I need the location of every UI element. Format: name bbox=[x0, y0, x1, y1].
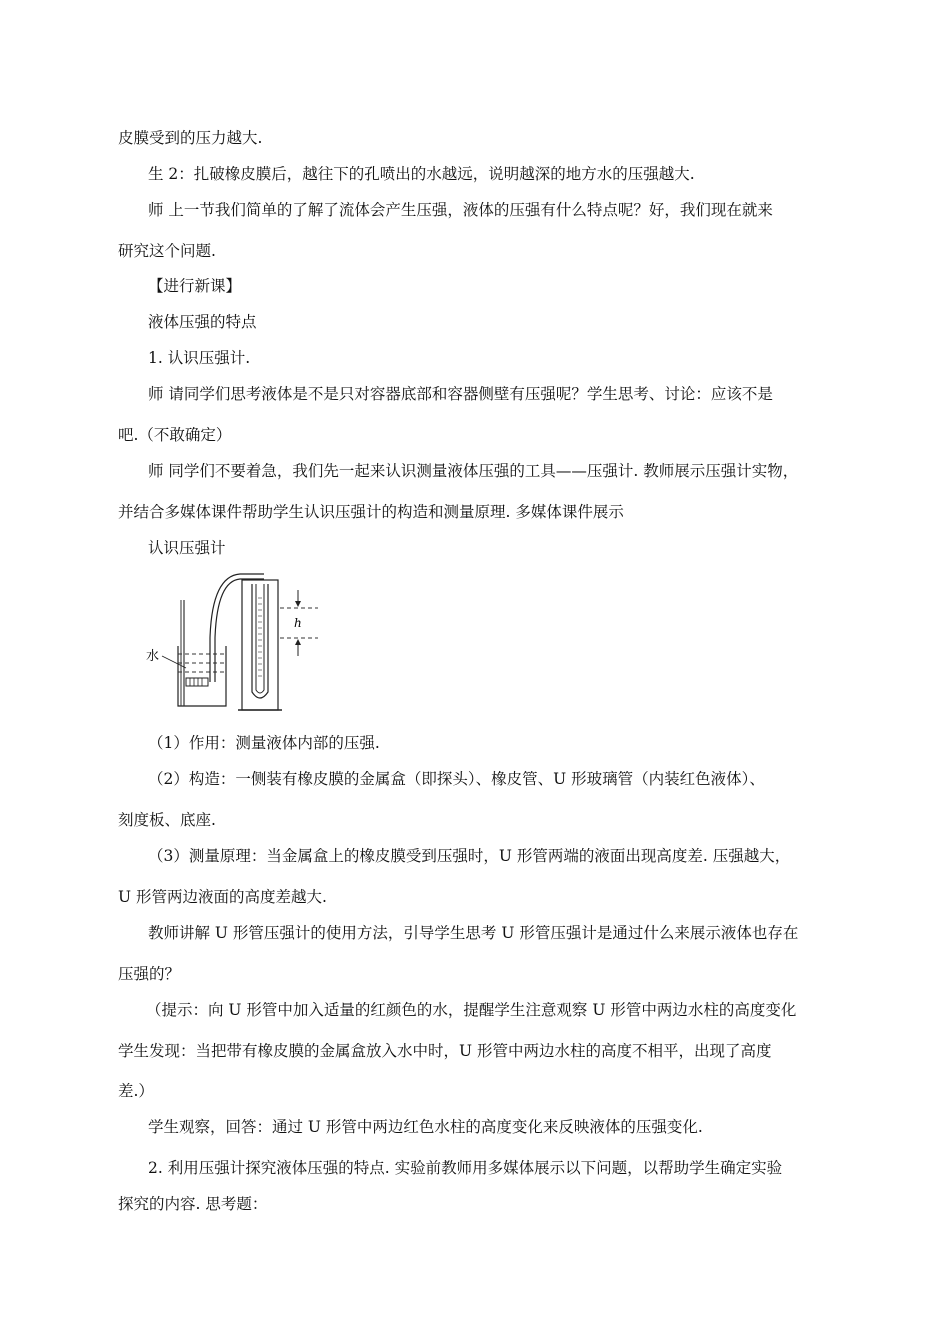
water-label: 水 bbox=[146, 649, 160, 664]
text-line: 2. 利用压强计探究液体压强的特点. 实验前教师用多媒体展示以下问题，以帮助学生确定实验 bbox=[148, 1159, 783, 1177]
text-line: 并结合多媒体课件帮助学生认识压强计的构造和测量原理. 多媒体课件展示 bbox=[118, 503, 624, 521]
text-line: 学生观察，回答：通过 U 形管中两边红色水柱的高度变化来反映液体的压强变化. bbox=[148, 1118, 703, 1136]
height-diff-label: h bbox=[294, 616, 302, 630]
scale-ticks bbox=[258, 598, 262, 676]
text-line: （提示：向 U 形管中加入适量的红颜色的水，提醒学生注意观察 U 形管中两边水柱的高度变化 bbox=[146, 1001, 797, 1019]
subheading: 液体压强的特点 bbox=[148, 313, 257, 331]
text-line: （3）测量原理：当金属盒上的橡皮膜受到压强时，U 形管两端的液面出现高度差. 压强越大， bbox=[148, 847, 791, 865]
metal-probe-box bbox=[186, 678, 208, 686]
item-heading: 1. 认识压强计. bbox=[148, 349, 251, 367]
beaker-outline bbox=[178, 646, 226, 706]
u-tube-glass bbox=[252, 584, 268, 698]
text-line: 师 同学们不要着急，我们先一起来认识测量液体压强的工具——压强计. 教师展示压强计实物， bbox=[148, 462, 799, 480]
text-line: 刻度板、底座. bbox=[118, 811, 216, 829]
scale-board bbox=[242, 580, 278, 710]
water-label-pointer bbox=[162, 656, 186, 668]
text-line: 教师讲解 U 形管压强计的使用方法，引导学生思考 U 形管压强计是通过什么来展示液体也存在 bbox=[148, 924, 799, 942]
text-line: U 形管两边液面的高度差越大. bbox=[118, 888, 327, 906]
text-line: 师 上一节我们简单的了解了流体会产生压强，液体的压强有什么特点呢？好，我们现在就来 bbox=[148, 201, 773, 219]
text-line: （1）作用：测量液体内部的压强. bbox=[148, 734, 380, 752]
text-line: 差.） bbox=[118, 1082, 154, 1100]
text-line: 探究的内容. 思考题： bbox=[118, 1195, 268, 1213]
u-tube-manometer-diagram bbox=[140, 568, 330, 718]
text-line: 学生发现：当把带有橡皮膜的金属盒放入水中时，U 形管中两边水柱的高度不相平，出现了高度 bbox=[118, 1042, 772, 1060]
section-heading: 【进行新课】 bbox=[148, 277, 242, 295]
text-line: 生 2：扎破橡皮膜后，越往下的孔喷出的水越远，说明越深的地方水的压强越大. bbox=[148, 165, 695, 183]
text-line: 吧.（不敢确定） bbox=[118, 426, 232, 444]
figure-caption: 认识压强计 bbox=[148, 539, 226, 557]
text-line: 研究这个问题. bbox=[118, 242, 216, 260]
u-tube-glass bbox=[256, 584, 264, 693]
text-line: 皮膜受到的压力越大. bbox=[118, 129, 263, 147]
pressure-gauge-figure bbox=[140, 568, 330, 718]
rubber-tube bbox=[215, 579, 264, 682]
text-line: （2）构造：一侧装有橡皮膜的金属盒（即探头）、橡皮管、U 形玻璃管（内装红色液体）、 bbox=[148, 770, 765, 788]
text-line: 师 请同学们思考液体是不是只对容器底部和容器侧壁有压强呢？学生思考、讨论：应该不是 bbox=[148, 385, 773, 403]
text-line: 压强的？ bbox=[118, 965, 181, 983]
